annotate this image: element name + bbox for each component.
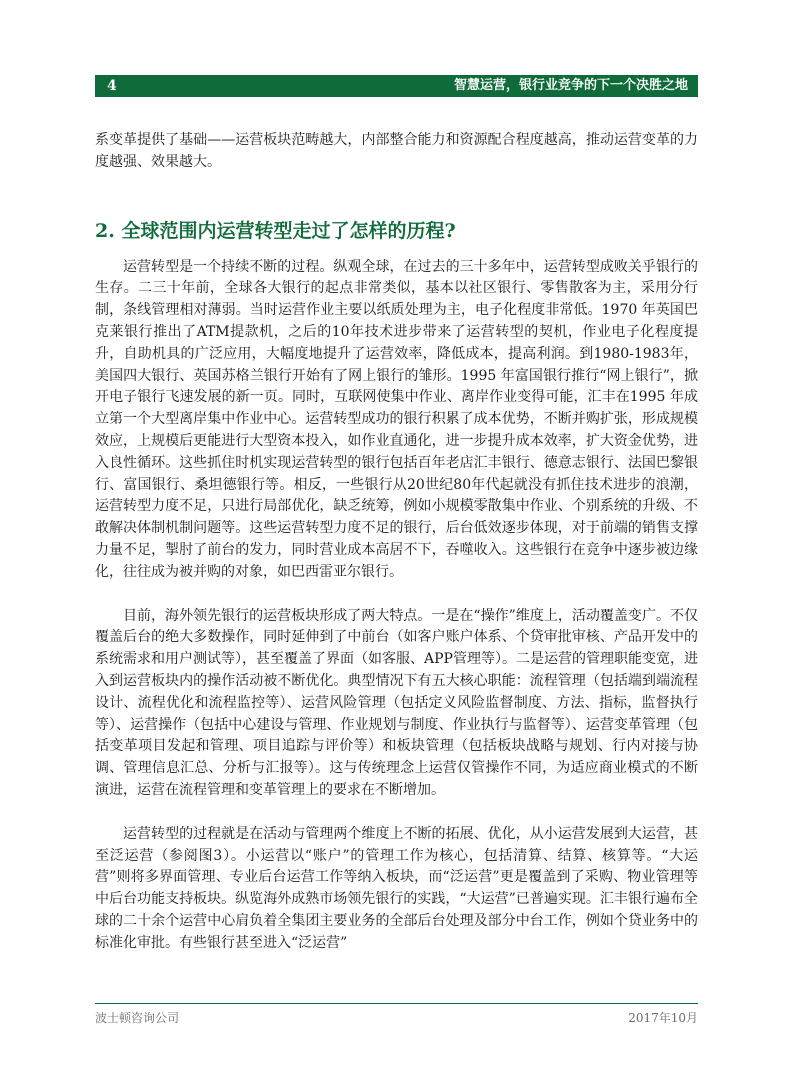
header-bar xyxy=(95,75,698,97)
footer-divider xyxy=(95,1003,698,1004)
footer-date: 2017年10月 xyxy=(628,1011,698,1025)
section-title: 2. 全球范围内运营转型走过了怎样的历程? xyxy=(95,219,456,242)
main-content xyxy=(95,130,698,977)
page-number: 4 xyxy=(107,78,117,94)
running-header-title: 智慧运营，银行业竞争的下一个决胜之地 xyxy=(453,78,688,93)
body-paragraph-2: 目前，海外领先银行的运营板块形成了两大特点。一是在“操作”维度上，活动覆盖变广。不仅覆盖后台的绝大多数操作，同时延伸到了中前台（如客户账户体系、个贷审批审核、产品开发中的系统需求和用户测试等），甚至覆盖了界面（如客服、APP管理等）。二是运营的管理职能变宽，进入到运营板块内的操作活动被不断优化。典型情况下有五大核心职能：流程管理（包括端到端流程设计、流程优化和流程监控等）、运营风险管理（包括定义风险监督制度、方法、指标，监督执行等）、运营操作（包括中心建设与管理、作业规划与制度、作业执行与监督等）、运营变革管理（包括变革项目发起和管理、项目追踪与评价等）和板块管理（包括板块战略与规划、行内对接与协调、管理信息汇总、分析与汇报等）。这与传统理念上运营仅管操作不同，为适应商业模式的不断演进，运营在流程管理和变革管理上的要求在不断增加。 xyxy=(95,607,698,798)
body-paragraph-3: 运营转型的过程就是在活动与管理两个维度上不断的拓展、优化，从小运营发展到大运营，甚至泛运营（参阅图3）。小运营以“账户”的管理工作为核心，包括清算、结算、核算等。“大运营”则将多界面管理、专业后台运营工作等纳入板块，而“泛运营”更是覆盖到了采购、物业管理等中后台功能支持板块。纵览海外成熟市场领先银行的实践，“大运营”已普遍实现。汇丰银行遍布全球的二十余个运营中心肩负着全集团主要业务的全部后台处理及部分中台工作，例如个贷业务中的标准化审批。有些银行甚至进入“泛运营” xyxy=(95,825,698,951)
body-paragraph-1: 运营转型是一个持续不断的过程。纵观全球，在过去的三十多年中，运营转型成败关乎银行的生存。二三十年前，全球各大银行的起点非常类似，基本以社区银行、零售散客为主，采用分行制，条线管理相对薄弱。当时运营作业主要以纸质处理为主，电子化程度非常低。1970 年英国巴克莱银行推出了ATM提款机，之后的10年技术进步带来了运营转型的契机，作业电子化程度提升，自助机具的广泛应用，大幅度地提升了运营效率，降低成本，提高利润。到1980-1983年，美国四大银行、英国苏格兰银行开始有了网上银行的雏形。1995 年富国银行推行“网上银行”，掀开电子银行飞速发展的新一页。同时，互联网使集中作业、离岸作业变得可能，汇丰在1995 年成立第一个大型离岸集中作业中心。运营转型成功的银行积累了成本优势，不断并购扩张，形成规模效应，上规模后更能进行大型资本投入，如作业直通化，进一步提升成本效率，扩大资金优势，进入良性循环。这些抓住时机实现运营转型的银行包括百年老店汇丰银行、德意志银行、法国巴黎银行、富国银行、桑坦德银行等。相反，一些银行从20世纪80年代起就没有抓住技术进步的浪潮，运营转型力度不足，只进行局部优化，缺乏统筹，例如小规模零散集中作业、个别系统的升级、不敢解决体制机制问题等。这些运营转型力度不足的银行，后台低效逐步体现，对于前端的销售支撑力量不足，掣肘了前台的发力，同时营业成本高居不下，吞噬收入。这些银行在竞争中逐步被边缘化，往往成为被并购的对象，如巴西雷亚尔银行。 xyxy=(95,258,698,580)
intro-paragraph: 系变革提供了基础——运营板块范畴越大，内部整合能力和资源配合程度越高，推动运营变革的力度越强、效果越大。 xyxy=(95,132,698,170)
footer-company: 波士顿咨询公司 xyxy=(95,1011,180,1025)
